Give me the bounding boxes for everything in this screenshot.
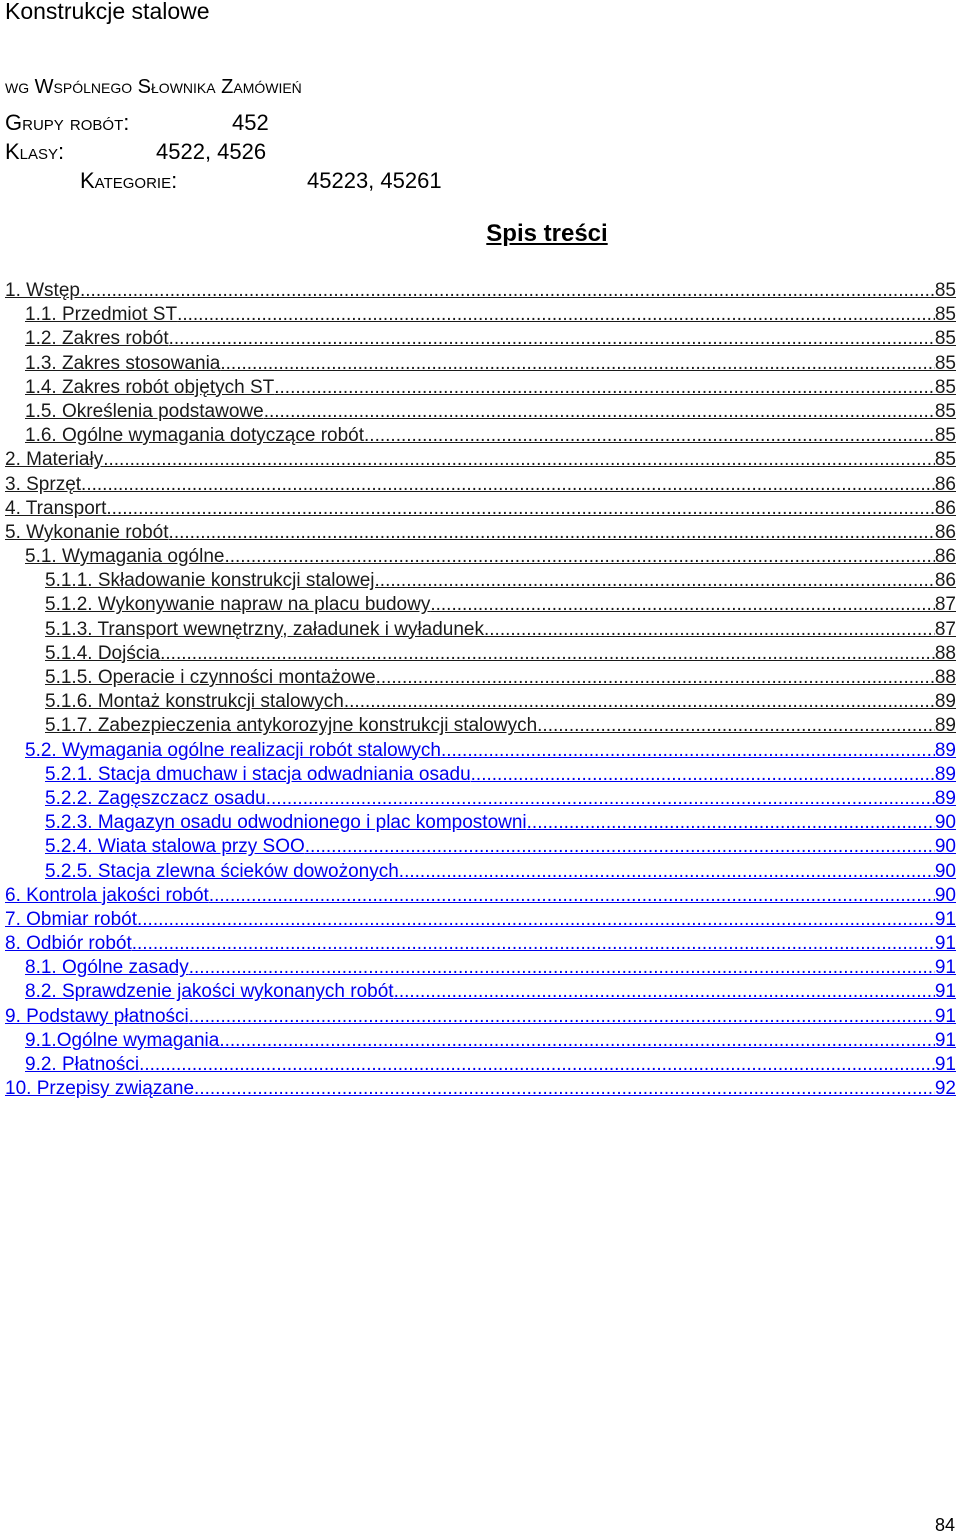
toc-entry-label: 5.2.3. Magazyn osadu odwodnionego i plac kompostowni (45, 812, 527, 834)
toc-entry[interactable] (5, 1005, 956, 1029)
toc-entry[interactable] (5, 763, 956, 787)
toc-entry-page: 86 (934, 521, 956, 543)
toc-entry-label: 1.1. Przedmiot ST (25, 304, 178, 326)
toc-entry-label: 5.2.4. Wiata stalowa przy SOO (45, 836, 305, 858)
toc-dot-leader (169, 521, 935, 545)
toc-dot-leader (194, 1077, 935, 1101)
toc-entry-label: 5.1.5. Operacie i czynności montażowe (45, 667, 376, 688)
toc-entry-label: 5.2.2. Zagęszczacz osadu (45, 787, 266, 809)
toc-entry-page: 91 (934, 933, 956, 955)
toc-entry[interactable] (5, 884, 956, 908)
toc-dot-leader (177, 303, 935, 327)
toc-dot-leader (364, 424, 935, 448)
toc-entry-page: 88 (934, 667, 956, 688)
toc-entry[interactable] (5, 739, 956, 763)
toc-entry-page: 91 (934, 981, 956, 1003)
document-title: Konstrukcje stalowe (5, 0, 210, 24)
toc-entry[interactable] (5, 497, 956, 521)
toc-entry-label: 4. Transport (5, 497, 107, 519)
toc-dot-leader (527, 811, 935, 835)
toc-entry[interactable] (5, 545, 956, 569)
toc-entry[interactable] (5, 618, 956, 642)
toc-entry-label: 5. Wykonanie robót (5, 521, 169, 543)
toc-entry-page: 86 (934, 546, 956, 568)
toc-dot-leader (394, 980, 935, 1004)
toc-dot-leader (376, 666, 935, 690)
toc-entry-label: 5.1.2. Wykonywanie napraw na placu budowy (45, 594, 431, 616)
toc-entry[interactable] (5, 835, 956, 859)
toc-entry-label: 5.2. Wymagania ogólne realizacji robót stalowych (25, 739, 441, 761)
toc-entry-page: 91 (934, 1005, 956, 1027)
toc-entry[interactable] (5, 521, 956, 545)
toc-entry-label: 9.2. Płatności (25, 1054, 140, 1075)
toc-dot-leader (139, 1053, 935, 1077)
toc-dot-leader (219, 1029, 935, 1053)
toc-dot-leader (209, 884, 935, 908)
toc-entry-page: 87 (934, 618, 956, 640)
toc-entry-page: 85 (934, 425, 956, 447)
toc-entry-page: 86 (934, 497, 956, 519)
toc-entry-label: 9.1.Ogólne wymagania (25, 1029, 220, 1051)
toc-entry-label: 6. Kontrola jakości robót (5, 884, 209, 906)
classes-value: 4522, 4526 (156, 139, 267, 164)
toc-entry-page: 92 (934, 1078, 956, 1100)
toc-dot-leader (375, 569, 935, 593)
toc-entry-page: 85 (934, 304, 956, 326)
toc-entry-page: 87 (934, 594, 956, 616)
toc-entry-page: 90 (934, 812, 956, 834)
toc-entry[interactable] (5, 666, 956, 690)
toc-dot-leader (103, 448, 935, 472)
toc-entry[interactable] (5, 1029, 956, 1053)
toc-dot-leader (430, 593, 935, 617)
toc-entry-page: 91 (934, 957, 956, 979)
toc-entry-label: 1.2. Zakres robót (25, 328, 169, 350)
toc-entry-page: 90 (934, 884, 956, 906)
toc-dot-leader (305, 835, 935, 859)
toc-entry-page: 86 (934, 473, 956, 495)
toc-dot-leader (537, 714, 935, 738)
toc-entry[interactable] (5, 593, 956, 617)
toc-entry-page: 91 (934, 908, 956, 930)
toc-dot-leader (274, 376, 935, 400)
toc-entry[interactable] (5, 400, 956, 424)
toc-entry-page: 85 (934, 400, 956, 422)
toc-entry-label: 7. Obmiar robót (5, 908, 137, 930)
toc-entry-label: 8.1. Ogólne zasady (25, 957, 189, 979)
categories-label: Kategorie: (80, 168, 178, 193)
toc-dot-leader (189, 1005, 935, 1029)
toc-entry-page: 89 (934, 691, 956, 713)
toc-entry[interactable] (5, 980, 956, 1004)
toc-entry[interactable] (5, 1077, 956, 1101)
toc-dot-leader (81, 473, 935, 497)
toc-dot-leader (344, 690, 935, 714)
toc-entry-page: 89 (934, 763, 956, 785)
toc-entry-label: 5.1.4. Dojścia (45, 642, 161, 664)
toc-entry-label: 5.1.6. Montaż konstrukcji stalowych (45, 691, 344, 713)
toc-entry[interactable] (5, 811, 956, 835)
toc-entry[interactable] (5, 352, 956, 376)
toc-title: Spis treści (486, 220, 608, 247)
toc-entry-page: 89 (934, 715, 956, 737)
toc-entry[interactable] (5, 303, 956, 327)
toc-entry[interactable] (5, 908, 956, 932)
toc-entry-label: 5.1.7. Zabezpieczenia antykorozyjne konstrukcji stalowych (45, 715, 538, 737)
toc-entry-label: 1. Wstęp (5, 280, 80, 301)
toc-dot-leader (80, 279, 935, 303)
toc-entry[interactable] (5, 569, 956, 593)
toc-dot-leader (160, 642, 935, 666)
toc-entry-label: 5.1. Wymagania ogólne (25, 546, 225, 568)
toc-entry-label: 1.6. Ogólne wymagania dotyczące robót (25, 425, 365, 447)
toc-entry-page: 85 (934, 280, 956, 301)
toc-entry[interactable] (5, 376, 956, 400)
toc-entry[interactable] (5, 448, 956, 472)
groups-row (5, 110, 269, 136)
toc-entry[interactable] (5, 279, 956, 303)
toc-entry-page: 86 (934, 570, 956, 592)
toc-dot-leader (404, 860, 935, 884)
classes-row (5, 139, 267, 165)
classification-heading: wg Wspólnego Słownika Zamówień (5, 76, 302, 98)
toc-entry-label: 8.2. Sprawdzenie jakości wykonanych robót (25, 981, 394, 1003)
toc-dot-leader (137, 908, 935, 932)
toc-entry-label: 2. Materiały (5, 449, 104, 471)
toc-entry[interactable] (5, 473, 956, 497)
toc-entry-page: 89 (934, 739, 956, 761)
toc-entry-page: 91 (934, 1054, 956, 1075)
toc-entry[interactable] (5, 860, 956, 884)
toc-entry[interactable] (5, 424, 956, 448)
toc-entry-label: 5.2.5. Stacja zlewna ścieków dowożonych. (45, 860, 405, 882)
toc-entry-page: 90 (934, 836, 956, 858)
toc-entry-label: 9. Podstawy płatności (5, 1005, 189, 1027)
toc-entry[interactable] (5, 327, 956, 351)
toc-entry-label: 1.5. Określenia podstawowe (25, 400, 264, 422)
toc-entry-page: 85 (934, 449, 956, 471)
toc-entry[interactable] (5, 642, 956, 666)
toc-entry[interactable] (5, 714, 956, 738)
toc-dot-leader (484, 618, 935, 642)
toc-entry-page: 85 (934, 328, 956, 350)
toc-dot-leader (266, 787, 935, 811)
toc-entry-label: 5.2.1. Stacja dmuchaw i stacja odwadniania osadu (45, 763, 471, 785)
toc-entry-label: 1.3. Zakres stosowania (25, 352, 221, 374)
toc-dot-leader (471, 763, 935, 787)
groups-label: Grupy robót: (5, 110, 130, 135)
toc-entry[interactable] (5, 787, 956, 811)
toc-entry-page: 91 (934, 1029, 956, 1051)
toc-entry-page: 89 (934, 787, 956, 809)
toc-dot-leader (189, 956, 935, 980)
toc-entry-label: 10. Przepisy związane (5, 1078, 195, 1100)
toc-entry-page: 90 (934, 860, 956, 882)
categories-row (80, 168, 442, 194)
groups-value: 452 (232, 110, 269, 135)
toc-entry[interactable] (5, 1053, 956, 1077)
classes-label: Klasy: (5, 139, 65, 164)
toc-entry-page: 85 (934, 376, 956, 398)
toc-entry-label: 8. Odbiór robót (5, 933, 132, 955)
toc-entry-label: 3. Sprzęt (5, 473, 82, 495)
toc-entry-page: 85 (934, 352, 956, 374)
toc-dot-leader (169, 327, 935, 351)
page-number: 84 (934, 1515, 955, 1535)
toc-entry-page: 88 (934, 642, 956, 664)
toc-dot-leader (132, 932, 935, 956)
toc-dot-leader (264, 400, 935, 424)
toc-entry[interactable] (5, 932, 956, 956)
categories-value: 45223, 45261 (307, 168, 442, 193)
table-of-contents (5, 279, 956, 1101)
toc-entry-label: 1.4. Zakres robót objętych ST (25, 376, 275, 398)
toc-entry[interactable] (5, 690, 956, 714)
toc-dot-leader (106, 497, 934, 521)
toc-dot-leader (220, 352, 934, 376)
toc-dot-leader (224, 545, 934, 569)
toc-entry[interactable] (5, 956, 956, 980)
toc-entry-label: 5.1.1. Składowanie konstrukcji stalowej (45, 570, 375, 592)
toc-entry-label: 5.1.3. Transport wewnętrzny, załadunek i wyładunek (45, 618, 484, 640)
toc-dot-leader (441, 739, 935, 763)
